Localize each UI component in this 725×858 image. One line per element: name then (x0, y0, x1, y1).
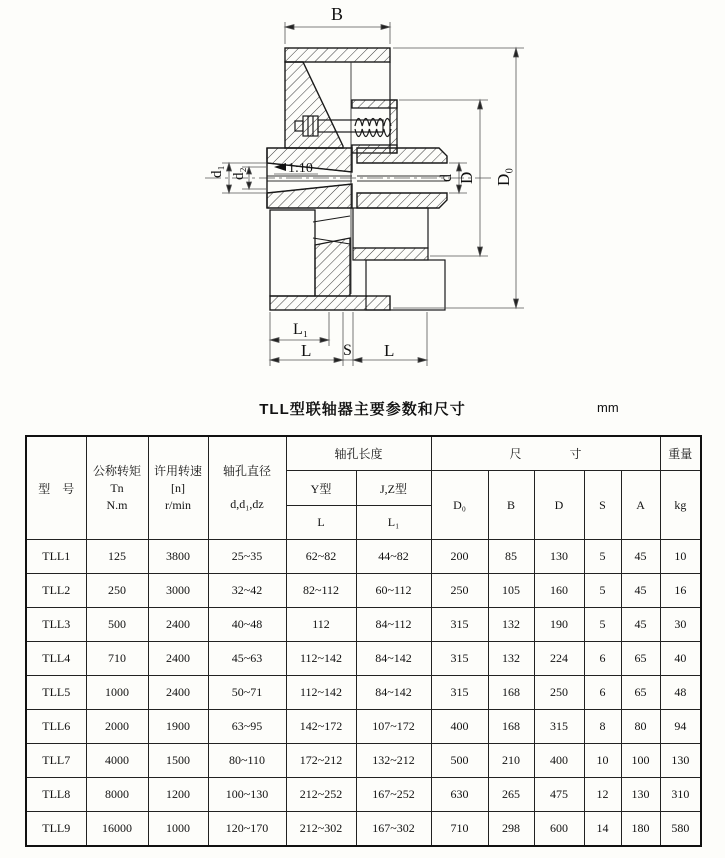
table-cell: 132~212 (356, 744, 431, 778)
table-row (26, 642, 701, 676)
bore-line1: 轴孔直径 (222, 464, 271, 478)
table-cell: 100~130 (208, 778, 286, 812)
table-cell: TLL6 (26, 710, 86, 744)
table-cell: 16 (660, 574, 701, 608)
table-cell: 14 (584, 812, 621, 846)
table-cell: 5 (584, 540, 621, 574)
grid-spring-lower (355, 129, 391, 137)
col-header-b: B (488, 471, 534, 540)
col-header-speed (148, 436, 208, 540)
table-cell: 84~142 (356, 642, 431, 676)
table-cell: 315 (431, 608, 488, 642)
table-cell: 40~48 (208, 608, 286, 642)
table-cell: 40 (660, 642, 701, 676)
table-row (26, 744, 701, 778)
col-header-bore-diameter (208, 436, 286, 540)
table-cell: 212~302 (286, 812, 356, 846)
table-cell: 400 (534, 744, 584, 778)
col-header-bore-length: 轴孔长度 (286, 436, 431, 471)
table-cell: 167~252 (356, 778, 431, 812)
table-cell: 630 (431, 778, 488, 812)
table-cell: 62~82 (286, 540, 356, 574)
table-cell: 1500 (148, 744, 208, 778)
table-cell: 250 (534, 676, 584, 710)
table-cell: TLL9 (26, 812, 86, 846)
dim-label-l-left: L (301, 341, 312, 360)
table-cell: 94 (660, 710, 701, 744)
table-cell: 112~142 (286, 676, 356, 710)
table-cell: 224 (534, 642, 584, 676)
table-cell: 8 (584, 710, 621, 744)
table-cell: 180 (621, 812, 660, 846)
table-cell: 1000 (86, 676, 148, 710)
table-cell: 500 (431, 744, 488, 778)
table-cell: 50~71 (208, 676, 286, 710)
table-cell: 172~212 (286, 744, 356, 778)
col-header-dimensions: 尺 寸 (431, 436, 660, 471)
table-body (26, 540, 701, 846)
table-cell: 84~112 (356, 608, 431, 642)
table-cell: 130 (660, 744, 701, 778)
col-header-y-type: Y型 (286, 471, 356, 506)
col-header-d0: D₀ (431, 471, 488, 540)
col-header-a: A (621, 471, 660, 540)
table-cell: TLL4 (26, 642, 86, 676)
table-cell: TLL5 (26, 676, 86, 710)
table-cell: 130 (621, 778, 660, 812)
table-cell: 85 (488, 540, 534, 574)
table-cell: 65 (621, 642, 660, 676)
table-cell: TLL2 (26, 574, 86, 608)
table-cell: 190 (534, 608, 584, 642)
table-cell: 107~172 (356, 710, 431, 744)
col-header-kg: kg (660, 471, 701, 540)
table-cell: 45 (621, 608, 660, 642)
dim-label-l-right: L (384, 341, 395, 360)
col-header-torque (86, 436, 148, 540)
taper-label: 1:10 (288, 161, 313, 176)
table-cell: 125 (86, 540, 148, 574)
table-row (26, 540, 701, 574)
col-header-s: S (584, 471, 621, 540)
table-cell: 1000 (148, 812, 208, 846)
table-cell: 2400 (148, 642, 208, 676)
table-cell: 298 (488, 812, 534, 846)
torque-line1: 公称转矩 (92, 463, 141, 478)
table-cell: 400 (431, 710, 488, 744)
table-cell: 265 (488, 778, 534, 812)
table-cell: 3800 (148, 540, 208, 574)
unit-label: mm (597, 400, 619, 415)
right-hub-section (353, 148, 447, 310)
table-cell: 1900 (148, 710, 208, 744)
table-cell: 5 (584, 574, 621, 608)
table-cell: 4000 (86, 744, 148, 778)
table-cell: 5 (584, 608, 621, 642)
table-row (26, 778, 701, 812)
table-row (26, 676, 701, 710)
table-cell: 315 (431, 642, 488, 676)
table-title: TLL型联轴器主要参数和尺寸 (259, 401, 466, 418)
table-cell: 475 (534, 778, 584, 812)
dim-label-d2: d₂ (231, 167, 247, 180)
table-cell: 32~42 (208, 574, 286, 608)
col-header-weight: 重量 (660, 436, 701, 471)
table-cell: 12 (584, 778, 621, 812)
table-cell: 1200 (148, 778, 208, 812)
bore-line2: d,d₁,dz (230, 497, 264, 511)
coupling-section-drawing (0, 0, 725, 392)
col-header-l: L (286, 506, 356, 540)
table-cell: 212~252 (286, 778, 356, 812)
table-cell: 8000 (86, 778, 148, 812)
col-header-d: D (534, 471, 584, 540)
speed-line2: [n] (171, 480, 185, 495)
table-cell: 168 (488, 676, 534, 710)
table-cell: 250 (431, 574, 488, 608)
table-cell: TLL7 (26, 744, 86, 778)
col-header-l1: L₁ (356, 506, 431, 540)
table-cell: 10 (584, 744, 621, 778)
dim-label-d0: D₀ (494, 167, 513, 186)
table-row (26, 574, 701, 608)
table-cell: 30 (660, 608, 701, 642)
table-cell: 210 (488, 744, 534, 778)
dim-label-l1: L₁ (293, 321, 309, 338)
table-cell: 315 (534, 710, 584, 744)
table-cell: TLL8 (26, 778, 86, 812)
spring-housing (352, 100, 397, 153)
table-cell: 142~172 (286, 710, 356, 744)
table-cell: 200 (431, 540, 488, 574)
table-cell: 112 (286, 608, 356, 642)
dim-label-s: S (343, 342, 352, 359)
table-cell: 60~112 (356, 574, 431, 608)
table-cell: 132 (488, 608, 534, 642)
table-cell: 3000 (148, 574, 208, 608)
table-cell: 6 (584, 642, 621, 676)
dim-label-d: d (438, 174, 455, 182)
table-cell: TLL3 (26, 608, 86, 642)
table-cell: 16000 (86, 812, 148, 846)
table-row (26, 710, 701, 744)
table-cell: 160 (534, 574, 584, 608)
table-cell: 48 (660, 676, 701, 710)
title-row (0, 398, 725, 422)
table-cell: 580 (660, 812, 701, 846)
table-cell: 44~82 (356, 540, 431, 574)
table-cell: 65 (621, 676, 660, 710)
table-cell: 315 (431, 676, 488, 710)
table-cell: 100 (621, 744, 660, 778)
parameters-table (25, 435, 702, 847)
table-cell: 250 (86, 574, 148, 608)
col-header-model: 型 号 (26, 436, 86, 540)
table-cell: 63~95 (208, 710, 286, 744)
table-cell: 82~112 (286, 574, 356, 608)
table-cell: 132 (488, 642, 534, 676)
table-row (26, 812, 701, 846)
table-cell: 2400 (148, 676, 208, 710)
table-cell: 710 (431, 812, 488, 846)
table-cell: 25~35 (208, 540, 286, 574)
torque-line2: Tn (110, 480, 124, 495)
table-row (26, 608, 701, 642)
torque-line3: N.m (106, 497, 128, 512)
table-cell: 500 (86, 608, 148, 642)
table-cell: 112~142 (286, 642, 356, 676)
speed-line1: 许用转速 (153, 463, 202, 478)
table-cell: 120~170 (208, 812, 286, 846)
table-cell: 600 (534, 812, 584, 846)
dim-label-b: B (331, 4, 344, 24)
table-cell: 710 (86, 642, 148, 676)
left-flange-section (270, 210, 350, 296)
table-cell: 80~110 (208, 744, 286, 778)
table-cell: 310 (660, 778, 701, 812)
table-cell: 45 (621, 540, 660, 574)
table-cell: 105 (488, 574, 534, 608)
dim-label-dd: D (457, 171, 476, 184)
speed-line3: r/min (165, 497, 191, 512)
table-cell: 130 (534, 540, 584, 574)
table-cell: 167~302 (356, 812, 431, 846)
table-cell: 10 (660, 540, 701, 574)
col-header-jz-type: J,Z型 (356, 471, 431, 506)
table-cell: 2400 (148, 608, 208, 642)
table-cell: TLL1 (26, 540, 86, 574)
table-cell: 45~63 (208, 642, 286, 676)
table-cell: 168 (488, 710, 534, 744)
table-cell: 2000 (86, 710, 148, 744)
table-cell: 80 (621, 710, 660, 744)
dim-label-d1: d₁ (209, 165, 225, 178)
table-cell: 45 (621, 574, 660, 608)
table-cell: 6 (584, 676, 621, 710)
table-cell: 84~142 (356, 676, 431, 710)
